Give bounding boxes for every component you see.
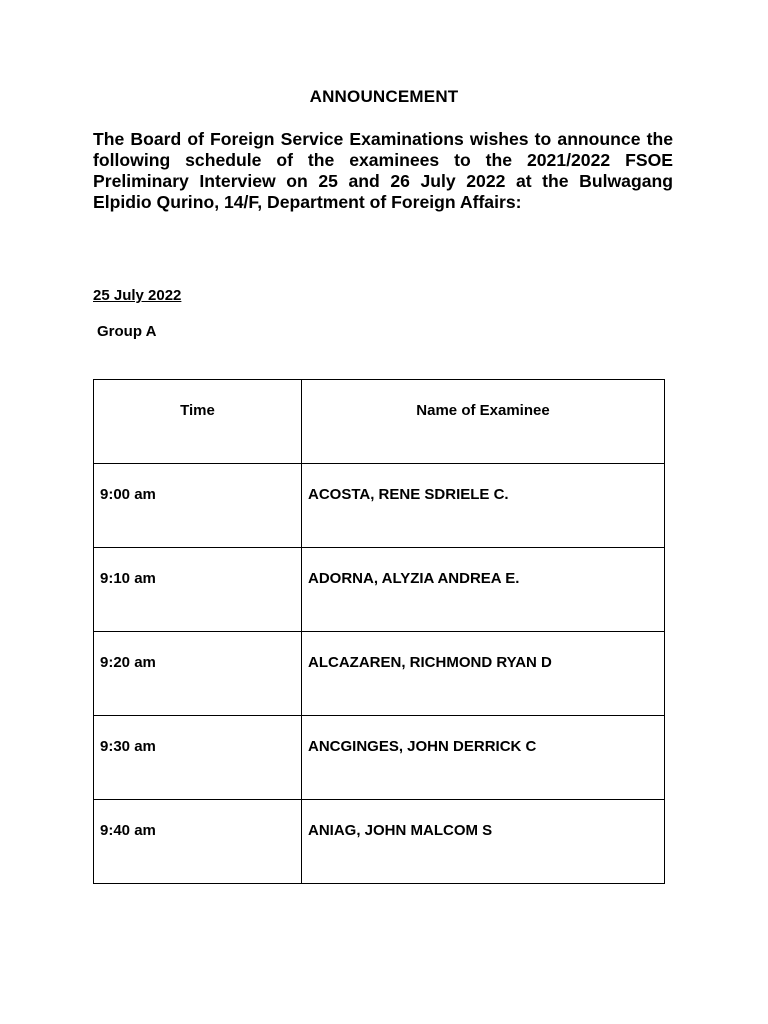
time-cell: 9:20 am	[94, 632, 302, 716]
page-title: ANNOUNCEMENT	[309, 87, 459, 106]
time-cell: 9:40 am	[94, 800, 302, 884]
time-cell: 9:10 am	[94, 548, 302, 632]
time-cell: 9:00 am	[94, 464, 302, 548]
examinee-cell: ADORNA, ALYZIA ANDREA E.	[302, 548, 665, 632]
table-row	[94, 548, 665, 632]
examinee-cell: ANCGINGES, JOHN DERRICK C	[302, 716, 665, 800]
header-name: Name of Examinee	[302, 380, 665, 464]
examinee-cell: ACOSTA, RENE SDRIELE C.	[302, 464, 665, 548]
examinee-cell: ALCAZAREN, RICHMOND RYAN D	[302, 632, 665, 716]
table-row	[94, 716, 665, 800]
header-time: Time	[94, 380, 302, 464]
table-header-row	[94, 380, 665, 464]
schedule-date: 25 July 2022	[93, 287, 182, 304]
time-cell: 9:30 am	[94, 716, 302, 800]
schedule-table	[93, 379, 665, 884]
table-row	[94, 632, 665, 716]
table-row	[94, 800, 665, 884]
announcement-intro: The Board of Foreign Service Examinations wishes to announce the following schedule of the examinees to the 2021/2022 FSOE Preliminary Interview on 25 and 26 July 2022 at the Bulwagang Elpidio Qurino, 14/F, Department of Foreign Affairs:	[93, 129, 673, 212]
table-row	[94, 464, 665, 548]
examinee-cell: ANIAG, JOHN MALCOM S	[302, 800, 665, 884]
group-label: Group A	[97, 323, 157, 340]
